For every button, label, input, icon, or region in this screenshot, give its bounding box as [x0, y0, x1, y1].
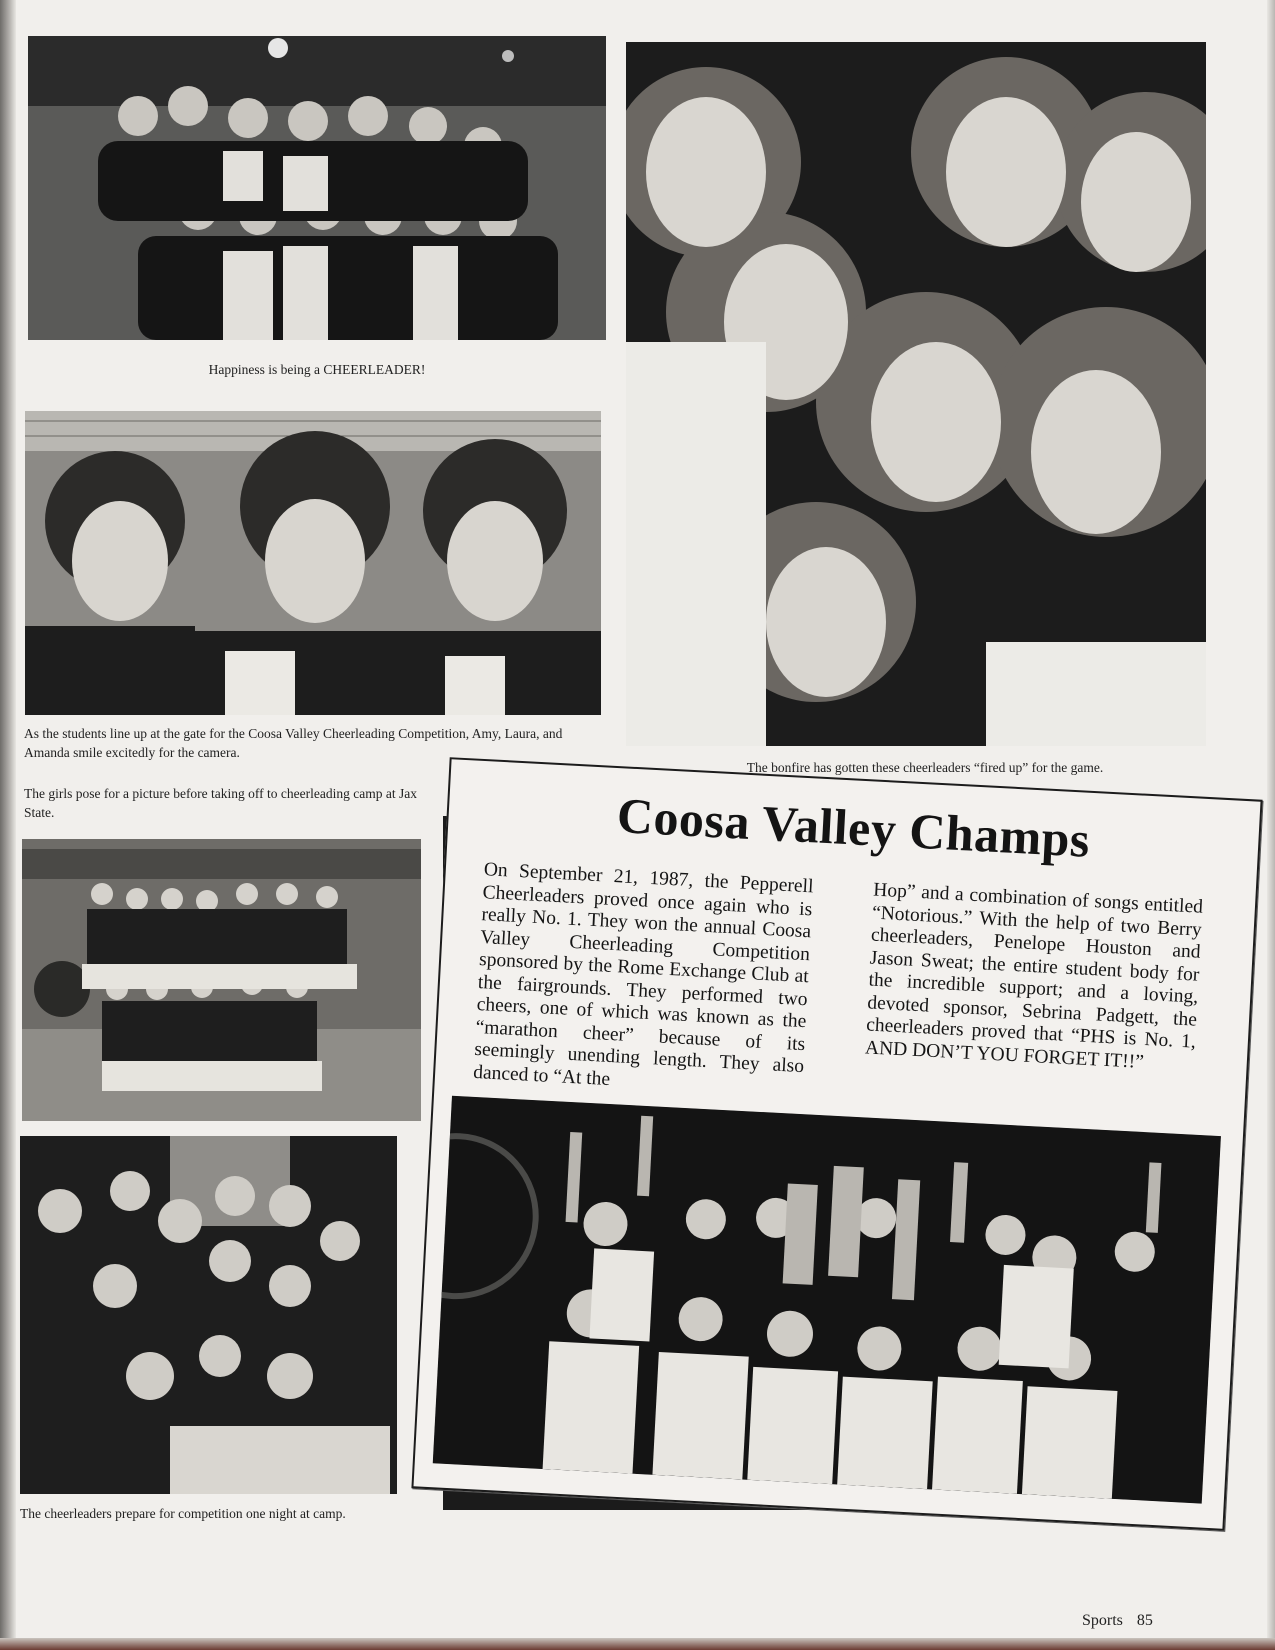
- photo-students-at-gate: [25, 411, 601, 715]
- page-bottom-edge: [0, 1638, 1275, 1650]
- photo-cheerleader-group-field: [28, 36, 606, 340]
- article-coosa-valley-champs: [411, 757, 1262, 1531]
- caption-camp: The cheerleaders prepare for competition one night at camp.: [20, 1506, 346, 1521]
- caption-bonfire: The bonfire has gotten these cheerleaders “fired up” for the game.: [746, 760, 1104, 775]
- caption-bus: The girls pose for a picture before taking off to cheerleading camp at Jax State.: [24, 786, 417, 820]
- article-column-left: On September 21, 1987, the Pepperell Cheerleaders proved once again who is really No. 1. They won the annual Coosa Valley Cheerleading Competition sponsored by the Rome Exchange Club at the fairgrounds. They performed two cheers, one of which was known as the “marathon cheer” because of its seemingly unending length. They also danced to “At the: [472, 859, 814, 1090]
- photo-bonfire-cheerleaders: [626, 42, 1206, 746]
- photo-girls-by-bus: [22, 839, 421, 1121]
- article-title: Coosa Valley Champs: [615, 787, 1092, 868]
- article-column-right: Hop” and a combination of songs entitled “Notorious.” With the help of two Berry cheerleaders, Penelope Houston and Jason Sweat; the entire student body for the incredible support; and a loving, devoted sponsor, Sebrina Padgett, the cheerleaders proved that “PHS is No. 1, AND DON’T YOU FORGET IT!!”: [864, 879, 1204, 1073]
- footer-section: Sports: [1082, 1612, 1123, 1629]
- photo-cheerleaders-at-camp: [20, 1136, 397, 1494]
- photo-cheerleaders-with-trophies: [433, 1096, 1221, 1504]
- footer-page-number: 85: [1136, 1612, 1153, 1629]
- caption-cheerleader-happiness: Happiness is being a CHEERLEADER!: [208, 362, 426, 377]
- caption-gate: As the students line up at the gate for the Coosa Valley Cheerleading Competition, Amy, Laura, and Amanda smile excitedly for the camera.: [24, 726, 563, 760]
- page-spine-shadow: [0, 0, 16, 1650]
- page-right-edge: [1267, 0, 1275, 1650]
- page-footer: [1082, 1612, 1167, 1630]
